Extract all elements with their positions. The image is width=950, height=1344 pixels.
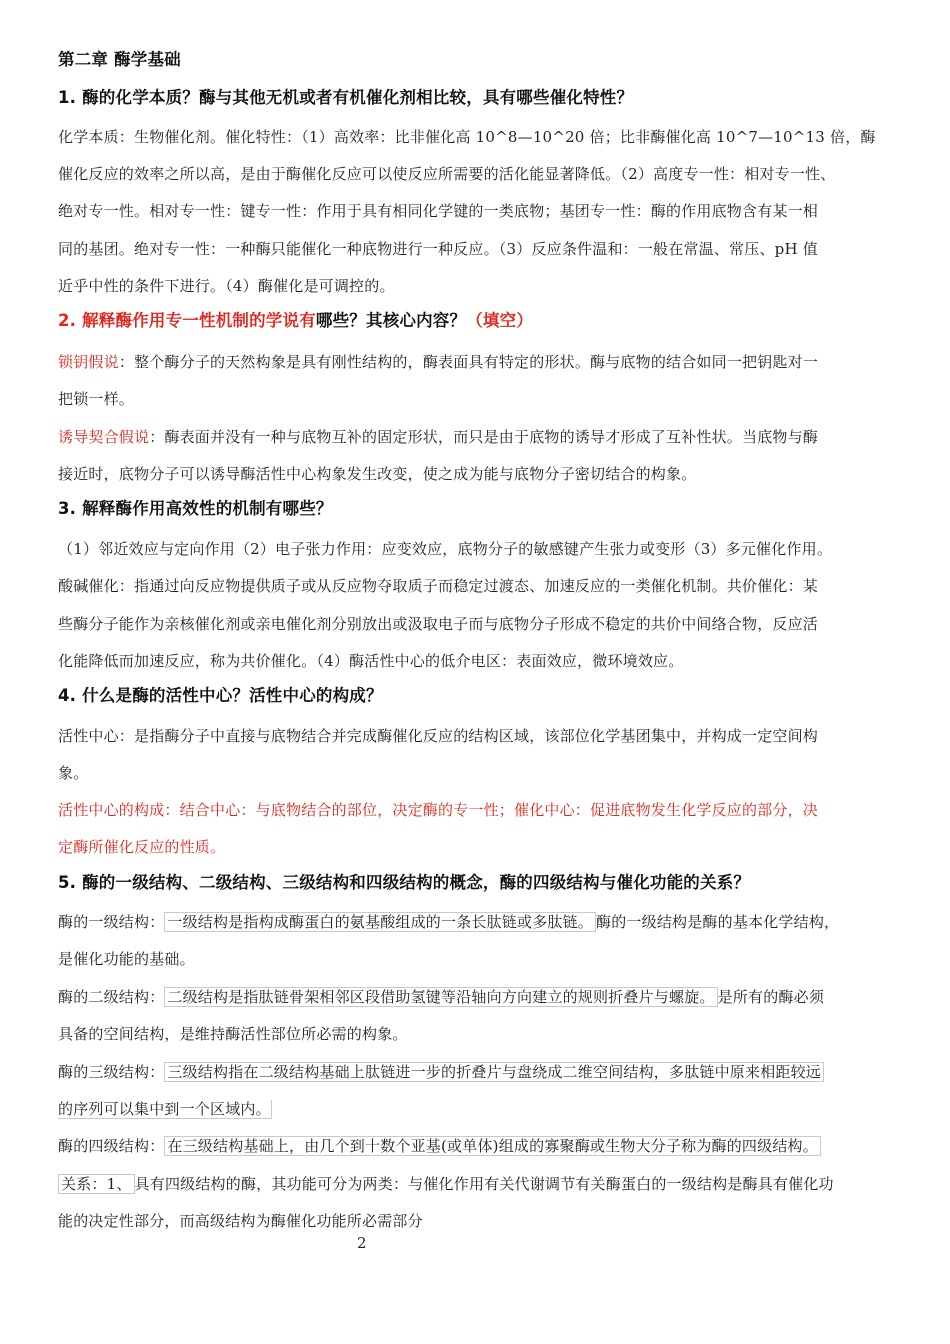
secondary-rest: 是所有的酶必须 xyxy=(717,988,825,1006)
q1-line-2: 催化反应的效率之所以高，是由于酶催化反应可以使反应所需要的活化能显著降低。（2）高度专一性：相对专一性、 xyxy=(58,165,836,183)
tertiary-definition-cont: 的序列可以集中到一个区域内。 xyxy=(58,1100,271,1118)
relation-line-2: 能的决定性部分，而高级结构为酶催化功能所必需部分 xyxy=(58,1212,423,1230)
primary-rest: 酶的一级结构是酶的基本化学结构， xyxy=(596,913,840,931)
quaternary-label: 酶的四级结构： xyxy=(58,1137,165,1155)
q3-line-4: 化能降低而加速反应，称为共价催化。（4）酶活性中心的低介电区：表面效应，微环境效应。 xyxy=(58,652,684,670)
relation-label: 关系：1、 xyxy=(58,1174,135,1194)
q2-title-black: 哪些？其核心内容？ xyxy=(315,311,467,330)
chapter-title: 第二章 酶学基础 xyxy=(58,50,181,69)
secondary-definition: 二级结构是指肽链骨架相邻区段借助氢键等沿轴向方向建立的规则折叠片与螺旋。 xyxy=(164,987,717,1007)
tertiary-structure-line xyxy=(58,1062,824,1082)
q1-line-5: 近乎中性的条件下进行。（4）酶催化是可调控的。 xyxy=(58,277,395,295)
q3-line-2: 酸碱催化：指通过向反应物提供质子或从反应物夺取质子而稳定过渡态、加速反应的一类催化机制。共价催化：某 xyxy=(58,577,819,595)
primary-label: 酶的一级结构： xyxy=(58,913,165,931)
page-number: 2 xyxy=(357,1234,367,1252)
lock-key-paragraph xyxy=(58,352,818,372)
q4-red-line-1: 活性中心的构成：结合中心：与底物结合的部位，决定酶的专一性；催化中心：促进底物发生化学反应的部分，决 xyxy=(58,801,819,819)
quaternary-definition: 在三级结构基础上，由几个到十数个亚基(或单体)组成的寡聚酶或生物大分子称为酶的四级结构。 xyxy=(164,1136,821,1156)
q4-red-line-2: 定酶所催化反应的性质。 xyxy=(58,838,226,856)
q3-line-3: 些酶分子能作为亲核催化剂或亲电催化剂分别放出或汲取电子而与底物分子形成不稳定的共价中间络合物，反应活 xyxy=(58,615,819,633)
relation-text: 具有四级结构的酶，其功能可分为两类：与催化作用有关代谢调节有关酶蛋白的一级结构是酶具有催化功 xyxy=(134,1175,834,1193)
lock-key-label: 锁钥假说 xyxy=(58,353,119,371)
q4-line-2: 象。 xyxy=(58,764,89,782)
lock-key-text: ：整个酶分子的天然构象是具有刚性结构的，酶表面具有特定的形状。酶与底物的结合如同一把钥匙对一 xyxy=(118,353,819,371)
question-3-title: 3. 解释酶作用高效性的机制有哪些？ xyxy=(58,499,333,518)
secondary-line-2: 具备的空间结构，是维持酶活性部位所必需的构象。 xyxy=(58,1025,408,1043)
question-2-title xyxy=(58,311,533,331)
tertiary-line-2 xyxy=(58,1099,272,1119)
question-4-title: 4. 什么是酶的活性中心？活性中心的构成？ xyxy=(58,686,383,705)
induced-fit-line-2: 接近时，底物分子可以诱导酶活性中心构象发生改变，使之成为能与底物分子密切结合的构象。 xyxy=(58,465,697,483)
quaternary-structure-line xyxy=(58,1136,821,1156)
secondary-structure-line xyxy=(58,987,824,1007)
q2-title-red: 2. 解释酶作用专一性机制的学说有 xyxy=(58,311,316,330)
relation-line xyxy=(58,1174,834,1194)
induced-fit-paragraph xyxy=(58,427,818,447)
primary-definition: 一级结构是指构成酶蛋白的氨基酸组成的一条长肽链或多肽链。 xyxy=(164,912,596,932)
question-5-title: 5. 酶的一级结构、二级结构、三级结构和四级结构的概念，酶的四级结构与催化功能的关系？ xyxy=(58,873,751,892)
tertiary-definition: 三级结构指在二级结构基础上肽链进一步的折叠片与盘绕成二维空间结构，多肽链中原来相距较远 xyxy=(164,1062,824,1082)
induced-fit-text: ：酶表面并没有一种与底物互补的固定形状，而只是由于底物的诱导才形成了互补性状。当底物与酶 xyxy=(149,428,819,446)
secondary-label: 酶的二级结构： xyxy=(58,988,165,1006)
tertiary-label: 酶的三级结构： xyxy=(58,1063,165,1081)
primary-structure-line xyxy=(58,912,839,932)
q2-title-tag: （填空） xyxy=(466,311,534,330)
primary-line-2: 是催化功能的基础。 xyxy=(58,950,195,968)
q1-line-4: 同的基团。绝对专一性：一种酶只能催化一种底物进行一种反应。（3）反应条件温和：一般在常温、常压、pH 值 xyxy=(58,240,818,258)
lock-key-line-2: 把锁一样。 xyxy=(58,390,135,408)
q4-line-1: 活性中心：是指酶分子中直接与底物结合并完成酶催化反应的结构区域，该部位化学基团集中，并构成一定空间构 xyxy=(58,727,819,745)
q1-line-1: 化学本质：生物催化剂。催化特性：（1）高效率：比非催化高 10^8—10^20 倍；比非酶催化高 10^7—10^13 倍，酶 xyxy=(58,128,876,146)
induced-fit-label: 诱导契合假说 xyxy=(58,428,150,446)
q3-line-1: （1）邻近效应与定向作用（2）电子张力作用：应变效应，底物分子的敏感键产生张力或变形（3）多元催化作用。 xyxy=(58,540,833,558)
question-1-title: 1. 酶的化学本质？酶与其他无机或者有机催化剂相比较，具有哪些催化特性？ xyxy=(58,88,634,107)
q1-line-3: 绝对专一性。相对专一性：键专一性：作用于具有相同化学键的一类底物；基团专一性：酶的作用底物含有某一相 xyxy=(58,202,819,220)
